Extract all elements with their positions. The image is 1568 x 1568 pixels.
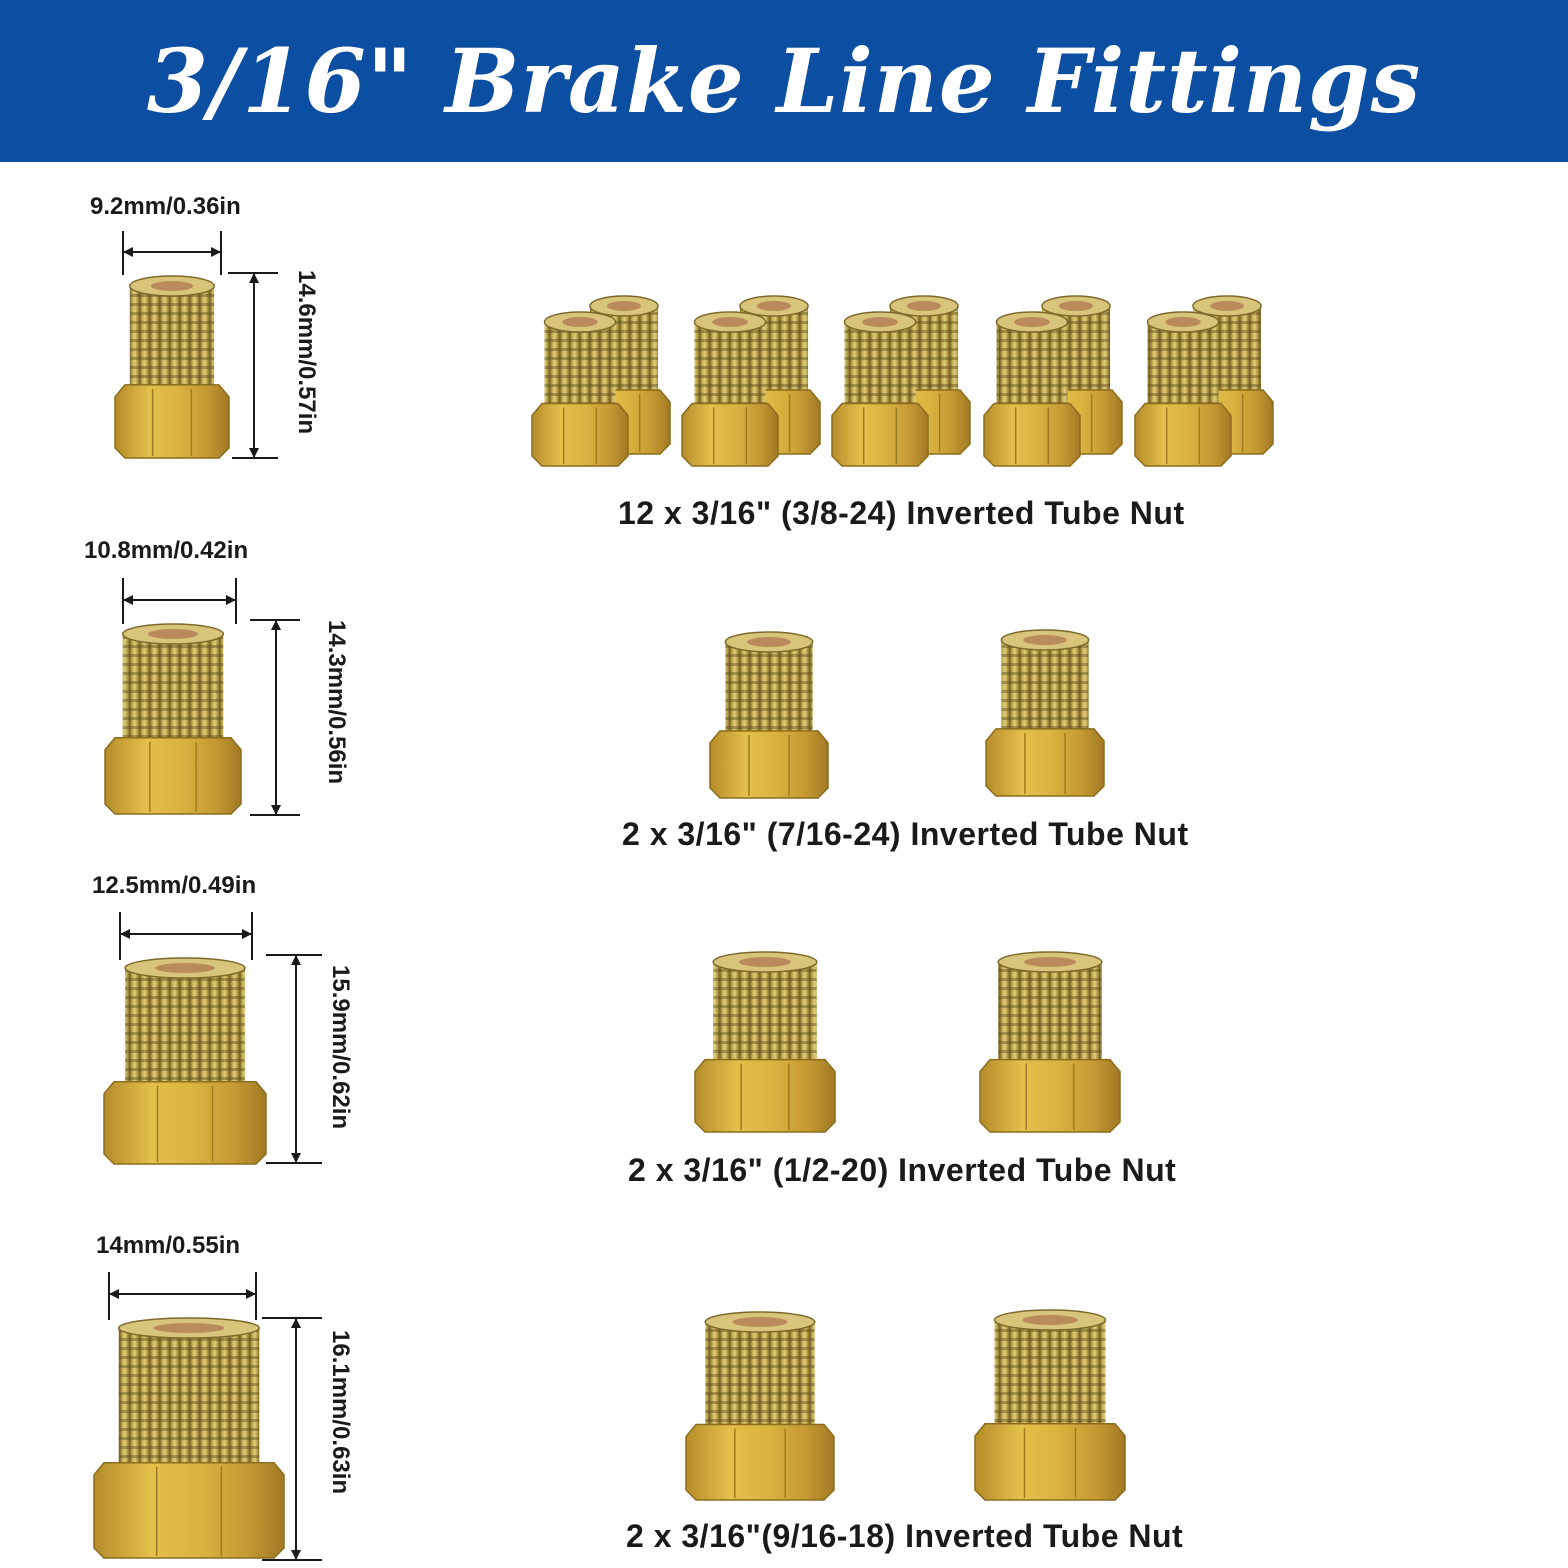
row2-width-label: 10.8mm/0.42in [84, 537, 249, 564]
row3-width-label: 12.5mm/0.49in [92, 872, 257, 899]
row3-reference-fitting [104, 958, 266, 1164]
row4-width-label: 14mm/0.55in [96, 1232, 241, 1259]
row2-nut-2 [986, 630, 1104, 796]
row1-width-label: 9.2mm/0.36in [90, 193, 241, 220]
row1-caption: 12 x 3/16" (3/8-24) Inverted Tube Nut [618, 495, 1185, 531]
row1-nut-front-5 [1135, 312, 1231, 466]
row4-caption: 2 x 3/16"(9/16-18) Inverted Tube Nut [626, 1518, 1184, 1554]
row1-nut-front-2 [682, 312, 778, 466]
row4-nut-2 [975, 1310, 1125, 1500]
row3-height-label: 15.9mm/0.62in [327, 965, 354, 1130]
row2-nut-1 [710, 632, 828, 798]
row1-nut-front-1 [532, 312, 628, 466]
row4-nut-1 [686, 1312, 834, 1500]
row4-height-label: 16.1mm/0.63in [327, 1330, 354, 1495]
row4-reference-fitting [94, 1318, 284, 1558]
row2-caption: 2 x 3/16" (7/16-24) Inverted Tube Nut [622, 816, 1189, 852]
row1-nut-front-3 [832, 312, 928, 466]
row2-height-label: 14.3mm/0.56in [323, 620, 350, 785]
row1-height-label: 14.6mm/0.57in [293, 270, 320, 435]
row2-reference-fitting [105, 624, 241, 814]
row3-caption: 2 x 3/16" (1/2-20) Inverted Tube Nut [628, 1152, 1177, 1188]
page-title: 3/16" Brake Line Fittings [146, 29, 1422, 133]
row3-nut-2 [980, 952, 1120, 1132]
fittings-group [94, 276, 1273, 1558]
row3-nut-1 [695, 952, 835, 1132]
row1-nut-front-4 [984, 312, 1080, 466]
row1-reference-fitting [115, 276, 229, 458]
